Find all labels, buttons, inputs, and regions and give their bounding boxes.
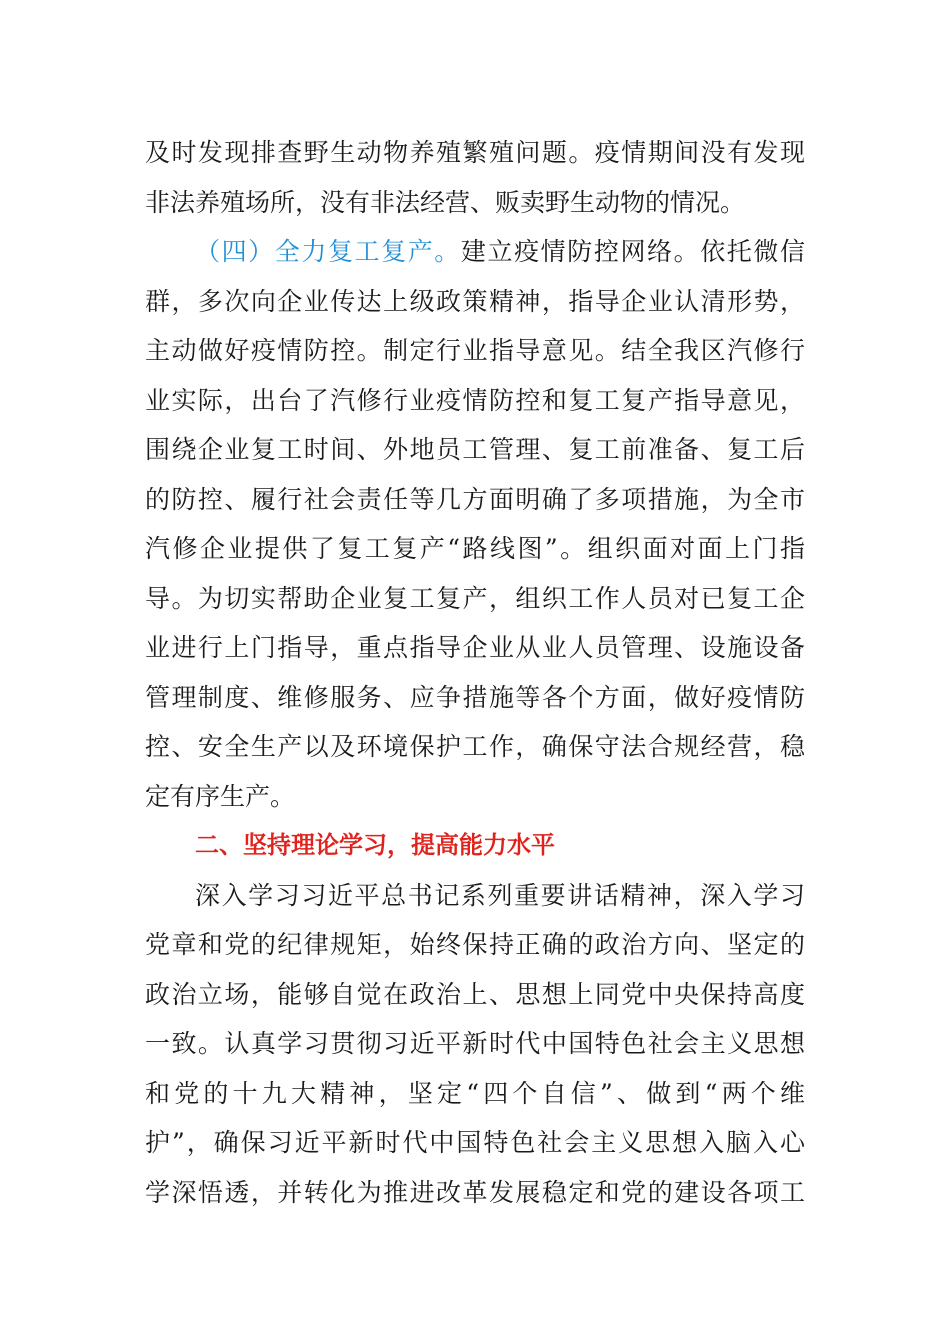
paragraph-line: 的防控、履行社会责任等几方面明确了多项措施，为全市 xyxy=(145,484,805,514)
paragraph-line-with-subheading xyxy=(145,227,805,277)
paragraph-line: 导。为切实帮助企业复工复产，组织工作人员对已复工企 xyxy=(145,583,805,613)
paragraph-line: 管理制度、维修服务、应争措施等各个方面，做好疫情防 xyxy=(145,682,805,712)
paragraph-line: 一致。认真学习贯彻习近平新时代中国特色社会主义思想 xyxy=(145,1029,805,1058)
paragraph-line: 学深悟透，并转化为推进改革发展稳定和党的建设各项工 xyxy=(145,1177,805,1207)
paragraph-line: 党章和党的纪律规矩，始终保持正确的政治方向、坚定的 xyxy=(145,930,805,959)
paragraph-line: 及时发现排查野生动物养殖繁殖问题。疫情期间没有发现 xyxy=(145,138,805,167)
document-page xyxy=(145,128,805,1217)
paragraph-line: 护”，确保习近平新时代中国特色社会主义思想入脑入心 xyxy=(145,1128,805,1157)
paragraph-line: 主动做好疫情防控。制定行业指导意见。结全我区汽修行 xyxy=(145,336,805,365)
paragraph-line: 业实际，出台了汽修行业疫情防控和复工复产指导意见， xyxy=(145,385,805,415)
paragraph-line: 深入学习习近平总书记系列重要讲话精神，深入学习 xyxy=(195,880,805,910)
paragraph-line: 汽修企业提供了复工复产“路线图”。组织面对面上门指 xyxy=(145,534,805,563)
paragraph-line: 业进行上门指导，重点指导企业从业人员管理、设施设备 xyxy=(145,633,805,662)
subheading-four: （四）全力复工复产。 xyxy=(195,237,461,266)
paragraph-line: 定有序生产。 xyxy=(145,781,296,811)
paragraph-line: 控、安全生产以及环境保护工作，确保守法合规经营，稳 xyxy=(145,732,805,761)
paragraph-text: 建立疫情防控网络。依托微信 xyxy=(460,237,805,266)
paragraph-line: 群，多次向企业传达上级政策精神，指导企业认清形势， xyxy=(145,286,805,316)
paragraph-line: 和党的十九大精神，坚定“四个自信”、做到“两个维 xyxy=(145,1078,805,1108)
section-heading: 二、坚持理论学习，提高能力水平 xyxy=(195,831,555,859)
paragraph-line: 非法养殖场所，没有非法经营、贩卖野生动物的情况。 xyxy=(145,187,746,217)
paragraph-line: 围绕企业复工时间、外地员工管理、复工前准备、复工后 xyxy=(145,435,805,464)
paragraph-line: 政治立场，能够自觉在政治上、思想上同党中央保持高度 xyxy=(145,979,805,1009)
